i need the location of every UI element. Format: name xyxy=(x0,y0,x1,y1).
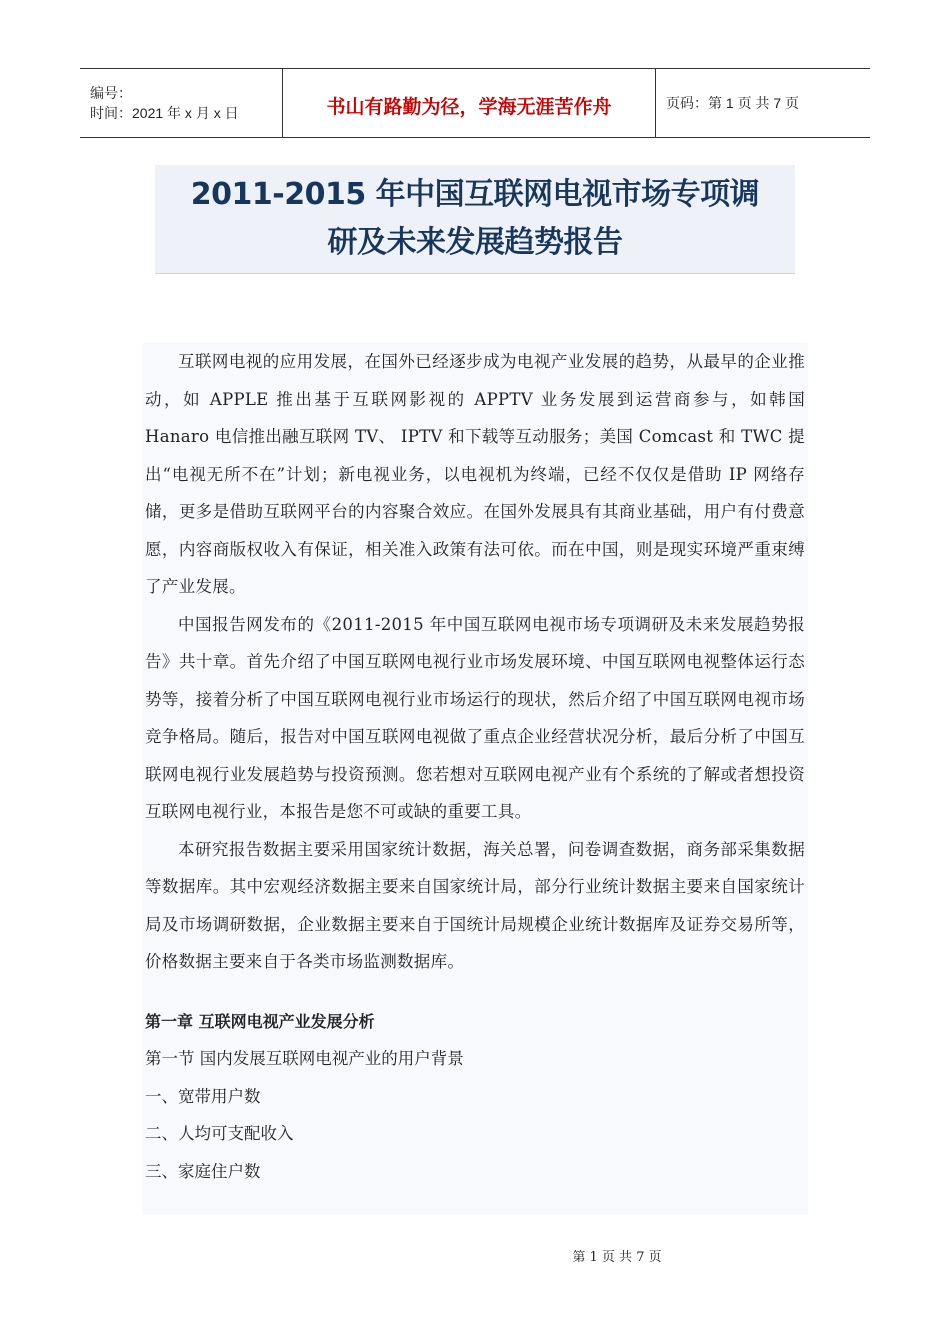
paragraph-1: 互联网电视的应用发展，在国外已经逐步成为电视产业发展的趋势，从最早的企业推动，如 APPLE 推出基于互联网影视的 APPTV 业务发展到运营商参与，如韩国 Hanaro 电信推出融互联网 TV、 IPTV 和下载等互动服务；美国 Comcast 和 TWC 提出“电视无所不在”计划；新电视业务，以电视机为终端，已经不仅仅是借助 IP 网络存储，更多是借助互联网平台的内容聚合效应。在国外发展具有其商业基础，用户有付费意愿，内容商版权收入有保证，相关准入政策有法可依。而在中国，则是现实环境严重束缚了产业发展。 xyxy=(145,352,805,596)
number-label: 编号： xyxy=(90,85,132,101)
toc-item: 三、家庭住户数 xyxy=(145,1161,261,1181)
toc-item: 一、宽带用户数 xyxy=(145,1086,261,1106)
time-label: 时间：2021 年 x 月 x 日 xyxy=(90,105,239,121)
title-line-2: 研及未来发展趋势报告 xyxy=(327,225,623,260)
paragraph-2: 中国报告网发布的《2011-2015 年中国互联网电视市场专项调研及未来发展趋势报告》共十章。首先介绍了中国互联网电视行业市场发展环境、中国互联网电视整体运行态势等，接着分析了中国互联网电视行业市场运行的现状，然后介绍了中国互联网电视市场竞争格局。随后，报告对中国互联网电视做了重点企业经营状况分析，最后分析了中国互联网电视行业发展趋势与投资预测。您若想对互联网电视产业有个系统的了解或者想投资互联网电视行业，本报告是您不可或缺的重要工具。 xyxy=(145,614,805,821)
header-motto: 书山有路勤为径，学海无涯苦作舟 xyxy=(282,69,656,137)
paragraph-3: 本研究报告数据主要采用国家统计数据，海关总署，问卷调查数据，商务部采集数据等数据库。其中宏观经济数据主要来自国家统计局，部分行业统计数据主要来自国家统计局及市场调研数据，企业数据主要来自于国统计局规模企业统计数据库及证券交易所等，价格数据主要来自于各类市场监测数据库。 xyxy=(145,839,805,971)
title-line-1: 2011-2015 年中国互联网电视市场专项调 xyxy=(190,177,760,212)
section-heading: 第一节 国内发展互联网电视产业的用户背景 xyxy=(145,1049,464,1068)
document-body xyxy=(145,343,805,1190)
header-page-info: 页码：第 1 页 共 7 页 xyxy=(666,95,800,111)
header-meta xyxy=(80,69,282,137)
document-title xyxy=(155,165,795,274)
footer-page-number: 第 1 页 共 7 页 xyxy=(572,1250,662,1265)
toc-item: 二、人均可支配收入 xyxy=(145,1124,294,1143)
header-table xyxy=(80,68,870,138)
page-footer xyxy=(0,1246,950,1265)
chapter-heading: 第一章 互联网电视产业发展分析 xyxy=(145,1011,375,1031)
